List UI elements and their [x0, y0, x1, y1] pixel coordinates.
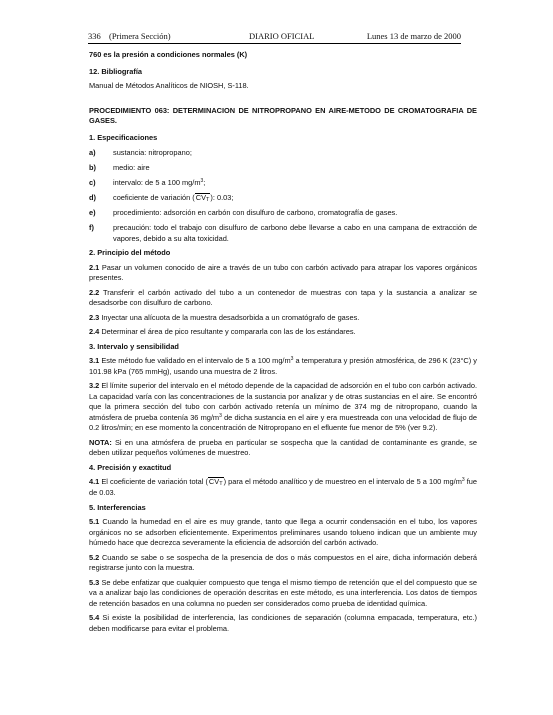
- spec-item-e: e) procedimiento: adsorción en carbón con disulfuro de carbono, cromatografía de gases.: [89, 208, 398, 217]
- journal-name: DIARIO OFICIAL: [249, 31, 315, 41]
- paragraph-2-2: 2.2 Transferir el carbón activado del tubo a un contenedor de muestras con tapa y la sustancia a analizar se desadsorbe con disulfuro de carbono.: [89, 287, 477, 307]
- paragraph-5-1: 5.1 Cuando la humedad en el aire es muy grande, tanto que llega a ocurrir condensación en el tubo, los vapores orgánicos no se adsorben eficientemente. Experimentos preliminares usando tolueno indican que un ambiente muy húmedo hace que decrezca severamente la eficiencia de adsorción del carbón activado.: [89, 517, 477, 547]
- page-header: [88, 31, 461, 44]
- spec-item-d: d) coeficiente de variación $(CV_T)$: 0.03;: [89, 192, 234, 203]
- section-5-heading: 5. Interferencias: [89, 502, 146, 512]
- spec-item-f: f) precaución: todo el trabajo con disulfuro de carbono debe llevarse a cabo en una campana de extracción de vapores, debido a su alta toxicidad.: [89, 223, 477, 243]
- paragraph-5-4: 5.4 Si existe la posibilidad de interferencia, las condiciones de separación (columna empacada, temperatura, etc.) deben modificarse para evitar el problema.: [89, 613, 477, 633]
- nota-paragraph: NOTA: Si en una atmósfera de prueba en particular se sospecha que la cantidad de contaminante es grande, se deben utilizar pequeños volúmenes de muestreo.: [89, 437, 477, 457]
- section-1-heading: 1. Especificaciones: [89, 132, 158, 142]
- section-label: (Primera Sección): [109, 31, 171, 41]
- spec-item-a: a) sustancia: nitropropano;: [89, 147, 192, 157]
- cv-symbol: $CV_T$: [208, 477, 223, 487]
- paragraph-3-1: 3.1 Este método fue validado en el intervalo de 5 a 100 $mg/m^3$ a temperatura y presión atmosférica, de 296 K (23°C) y 101.98 kPa (765 mmHg), usando una muestra de 2 litros.: [89, 356, 477, 376]
- paragraph-2-3: 2.3 Inyectar una alícuota de la muestra desadsorbida a un cromatógrafo de gases.: [89, 312, 360, 322]
- paragraph-3-2: 3.2 El límite superior del intervalo en el método depende de la capacidad de adsorción en el tubo con carbón activado. La capacidad varía con las concentraciones de la sustancia por analizar y de otras sustancias en el aire. Se encontró que la primera sección del tubo con carbón activado retenía un mínimo de 374 mg de nitropropano, cuando la atmósfera de prueba contenía 36 $mg/m^3$ de dicha sustancia en el aire y era muestreada con una velocidad de flujo de 0.2 litros/min; en ese momento la concentración de Nitropropano en el efluente fue menor de 5% (ver 9.2).: [89, 381, 477, 432]
- top-line: 760 es la presión a condiciones normales (K): [89, 50, 248, 59]
- spec-item-c: c) intervalo: de 5 a 100 $mg/m^3$;: [89, 177, 206, 187]
- bibliography-heading: 12. Bibliografía: [89, 66, 142, 76]
- spec-item-b: b) medio: aire: [89, 162, 150, 172]
- paragraph-2-4: 2.4 Determinar el área de pico resultante y compararla con las de los estándares.: [89, 327, 356, 336]
- cv-symbol: $CV_T$: [195, 192, 210, 203]
- paragraph-4-1: 4.1 El coeficiente de variación total $(CV_T)$ para el método analítico y de muestreo en el intervalo de 5 a 100 $mg/m^3$ fue de 0.03.: [89, 477, 477, 497]
- section-4-heading: 4. Precisión y exactitud: [89, 462, 172, 472]
- page-number: 336: [88, 31, 101, 41]
- publication-date: Lunes 13 de marzo de 2000: [366, 31, 461, 41]
- section-2-heading: 2. Principio del método: [89, 248, 171, 257]
- paragraph-5-3: 5.3 Se debe enfatizar que cualquier compuesto que tenga el mismo tiempo de retención que el del compuesto que se va a analizar bajo las condiciones de operación descritas en este método, es una interferencia. Los datos de tiempos de retención basados en una columna no pueden ser considerados como prueba de identidad química.: [89, 577, 477, 608]
- bibliography-text: Manual de Métodos Analíticos de NIOSH, S-118.: [89, 81, 249, 90]
- paragraph-2-1: 2.1 Pasar un volumen conocido de aire a través de un tubo con carbón activado para atrapar los vapores orgánicos presentes.: [89, 262, 477, 282]
- document-body: [89, 50, 477, 634]
- paragraph-5-2: 5.2 Cuando se sabe o se sospecha de la presencia de dos o más compuestos en el aire, dicha información deberá registrarse junto con la muestra.: [89, 552, 477, 572]
- section-3-heading: 3. Intervalo y sensibilidad: [89, 341, 179, 351]
- procedure-title: PROCEDIMIENTO 063: DETERMINACION DE NITROPROPANO EN AIRE-METODO DE CROMATOGRAFIA DE GASES.: [89, 105, 477, 125]
